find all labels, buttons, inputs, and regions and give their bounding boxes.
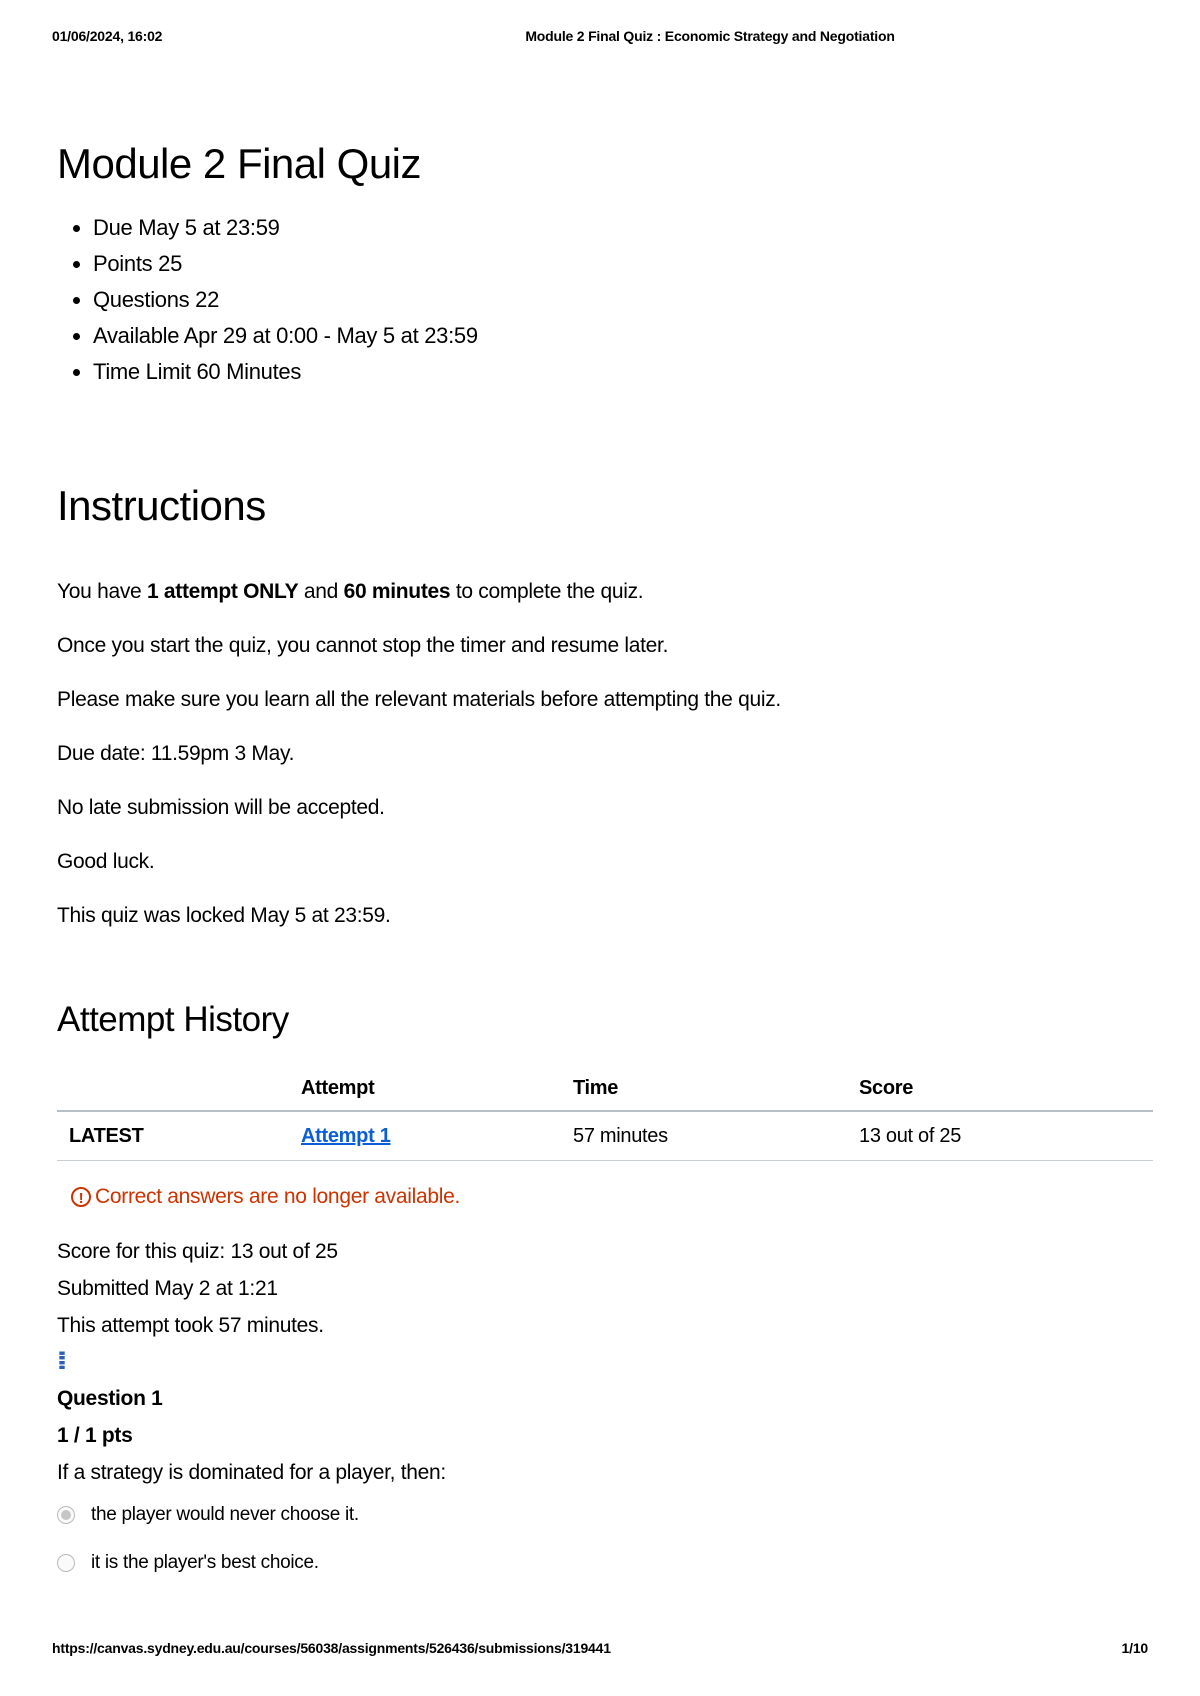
instruction-attempts [57, 578, 1153, 606]
instruction-due-date: Due date: 11.59pm 3 May. [57, 742, 295, 765]
instruction-text: You have [57, 580, 147, 603]
instruction-emphasis: 1 attempt ONLY [146, 580, 299, 603]
submitted-time: Submitted May 2 at 1:21 [57, 1277, 278, 1300]
attempt-cell [289, 1111, 561, 1161]
quiz-available: • Available Apr 29 at 0:00 - May 5 at 23:59 [93, 318, 1153, 354]
quiz-points: • Points 25 [93, 246, 1153, 282]
print-footer [52, 1640, 1148, 1660]
quiz-title: Module 2 Final Quiz [57, 140, 422, 187]
attempt-1-link[interactable]: Attempt 1 [301, 1124, 391, 1147]
instruction-late: No late submission will be accepted. [57, 796, 385, 819]
quiz-score: Score for this quiz: 13 out of 25 [57, 1240, 338, 1263]
instructions-body [57, 578, 1153, 930]
instruction-prepare: Please make sure you learn all the relevant materials before attempting the quiz. [57, 688, 781, 711]
attempt-score: 13 out of 25 [847, 1111, 1153, 1161]
quiz-locked-notice: This quiz was locked May 5 at 23:59. [57, 904, 391, 927]
instruction-emphasis: 60 minutes [343, 580, 451, 603]
instruction-good-luck: Good luck. [57, 850, 155, 873]
column-header-score: Score [847, 1066, 1153, 1111]
quiz-content [57, 140, 1153, 1587]
attempt-duration: This attempt took 57 minutes. [57, 1314, 324, 1337]
attempt-status: LATEST [57, 1111, 289, 1161]
instruction-timer: Once you start the quiz, you cannot stop the timer and resume later. [57, 634, 669, 657]
column-header-status [57, 1066, 289, 1111]
instructions-heading: Instructions [57, 482, 266, 529]
answers-unavailable-warning [71, 1185, 1153, 1209]
answer-option [57, 1539, 1153, 1587]
column-header-time: Time [561, 1066, 847, 1111]
drag-handle-icon[interactable]: ⁞⁞ [57, 1348, 61, 1375]
instruction-text: to complete the quiz. [450, 580, 644, 603]
question-text: If a strategy is dominated for a player, then: [57, 1461, 446, 1484]
column-header-attempt: Attempt [289, 1066, 561, 1111]
question-label: Question 1 [57, 1387, 163, 1410]
radio-selected-icon[interactable] [57, 1506, 75, 1524]
answer-option [57, 1491, 1153, 1539]
print-document-title: Module 2 Final Quiz : Economic Strategy and Negotiation [525, 28, 895, 44]
answer-option-label: it is the player's best choice. [91, 1552, 319, 1573]
quiz-time-limit: • Time Limit 60 Minutes [93, 354, 1153, 390]
print-datetime: 01/06/2024, 16:02 [52, 28, 163, 44]
answer-option-label: the player would never choose it. [91, 1504, 359, 1525]
quiz-questions: • Questions 22 [93, 282, 1153, 318]
quiz-summary [57, 1233, 1153, 1344]
instruction-text: and [298, 580, 344, 603]
attempt-history-table [57, 1066, 1153, 1161]
page-number: 1/10 [1121, 1640, 1148, 1656]
print-url: https://canvas.sydney.edu.au/courses/56038/assignments/526436/submissions/319441 [52, 1640, 611, 1656]
quiz-due: • Due May 5 at 23:59 [93, 210, 1153, 246]
question-points: 1 / 1 pts [57, 1424, 133, 1447]
radio-unselected-icon[interactable] [57, 1554, 75, 1572]
warning-icon: ! [71, 1187, 91, 1207]
attempt-time: 57 minutes [561, 1111, 847, 1161]
quiz-details-list [57, 210, 1153, 390]
table-header-row [57, 1066, 1153, 1111]
warning-text: Correct answers are no longer available. [95, 1185, 461, 1208]
print-header [52, 28, 1148, 48]
table-row [57, 1111, 1153, 1161]
attempt-history-heading: Attempt History [57, 1000, 289, 1039]
question-1 [57, 1344, 1153, 1587]
